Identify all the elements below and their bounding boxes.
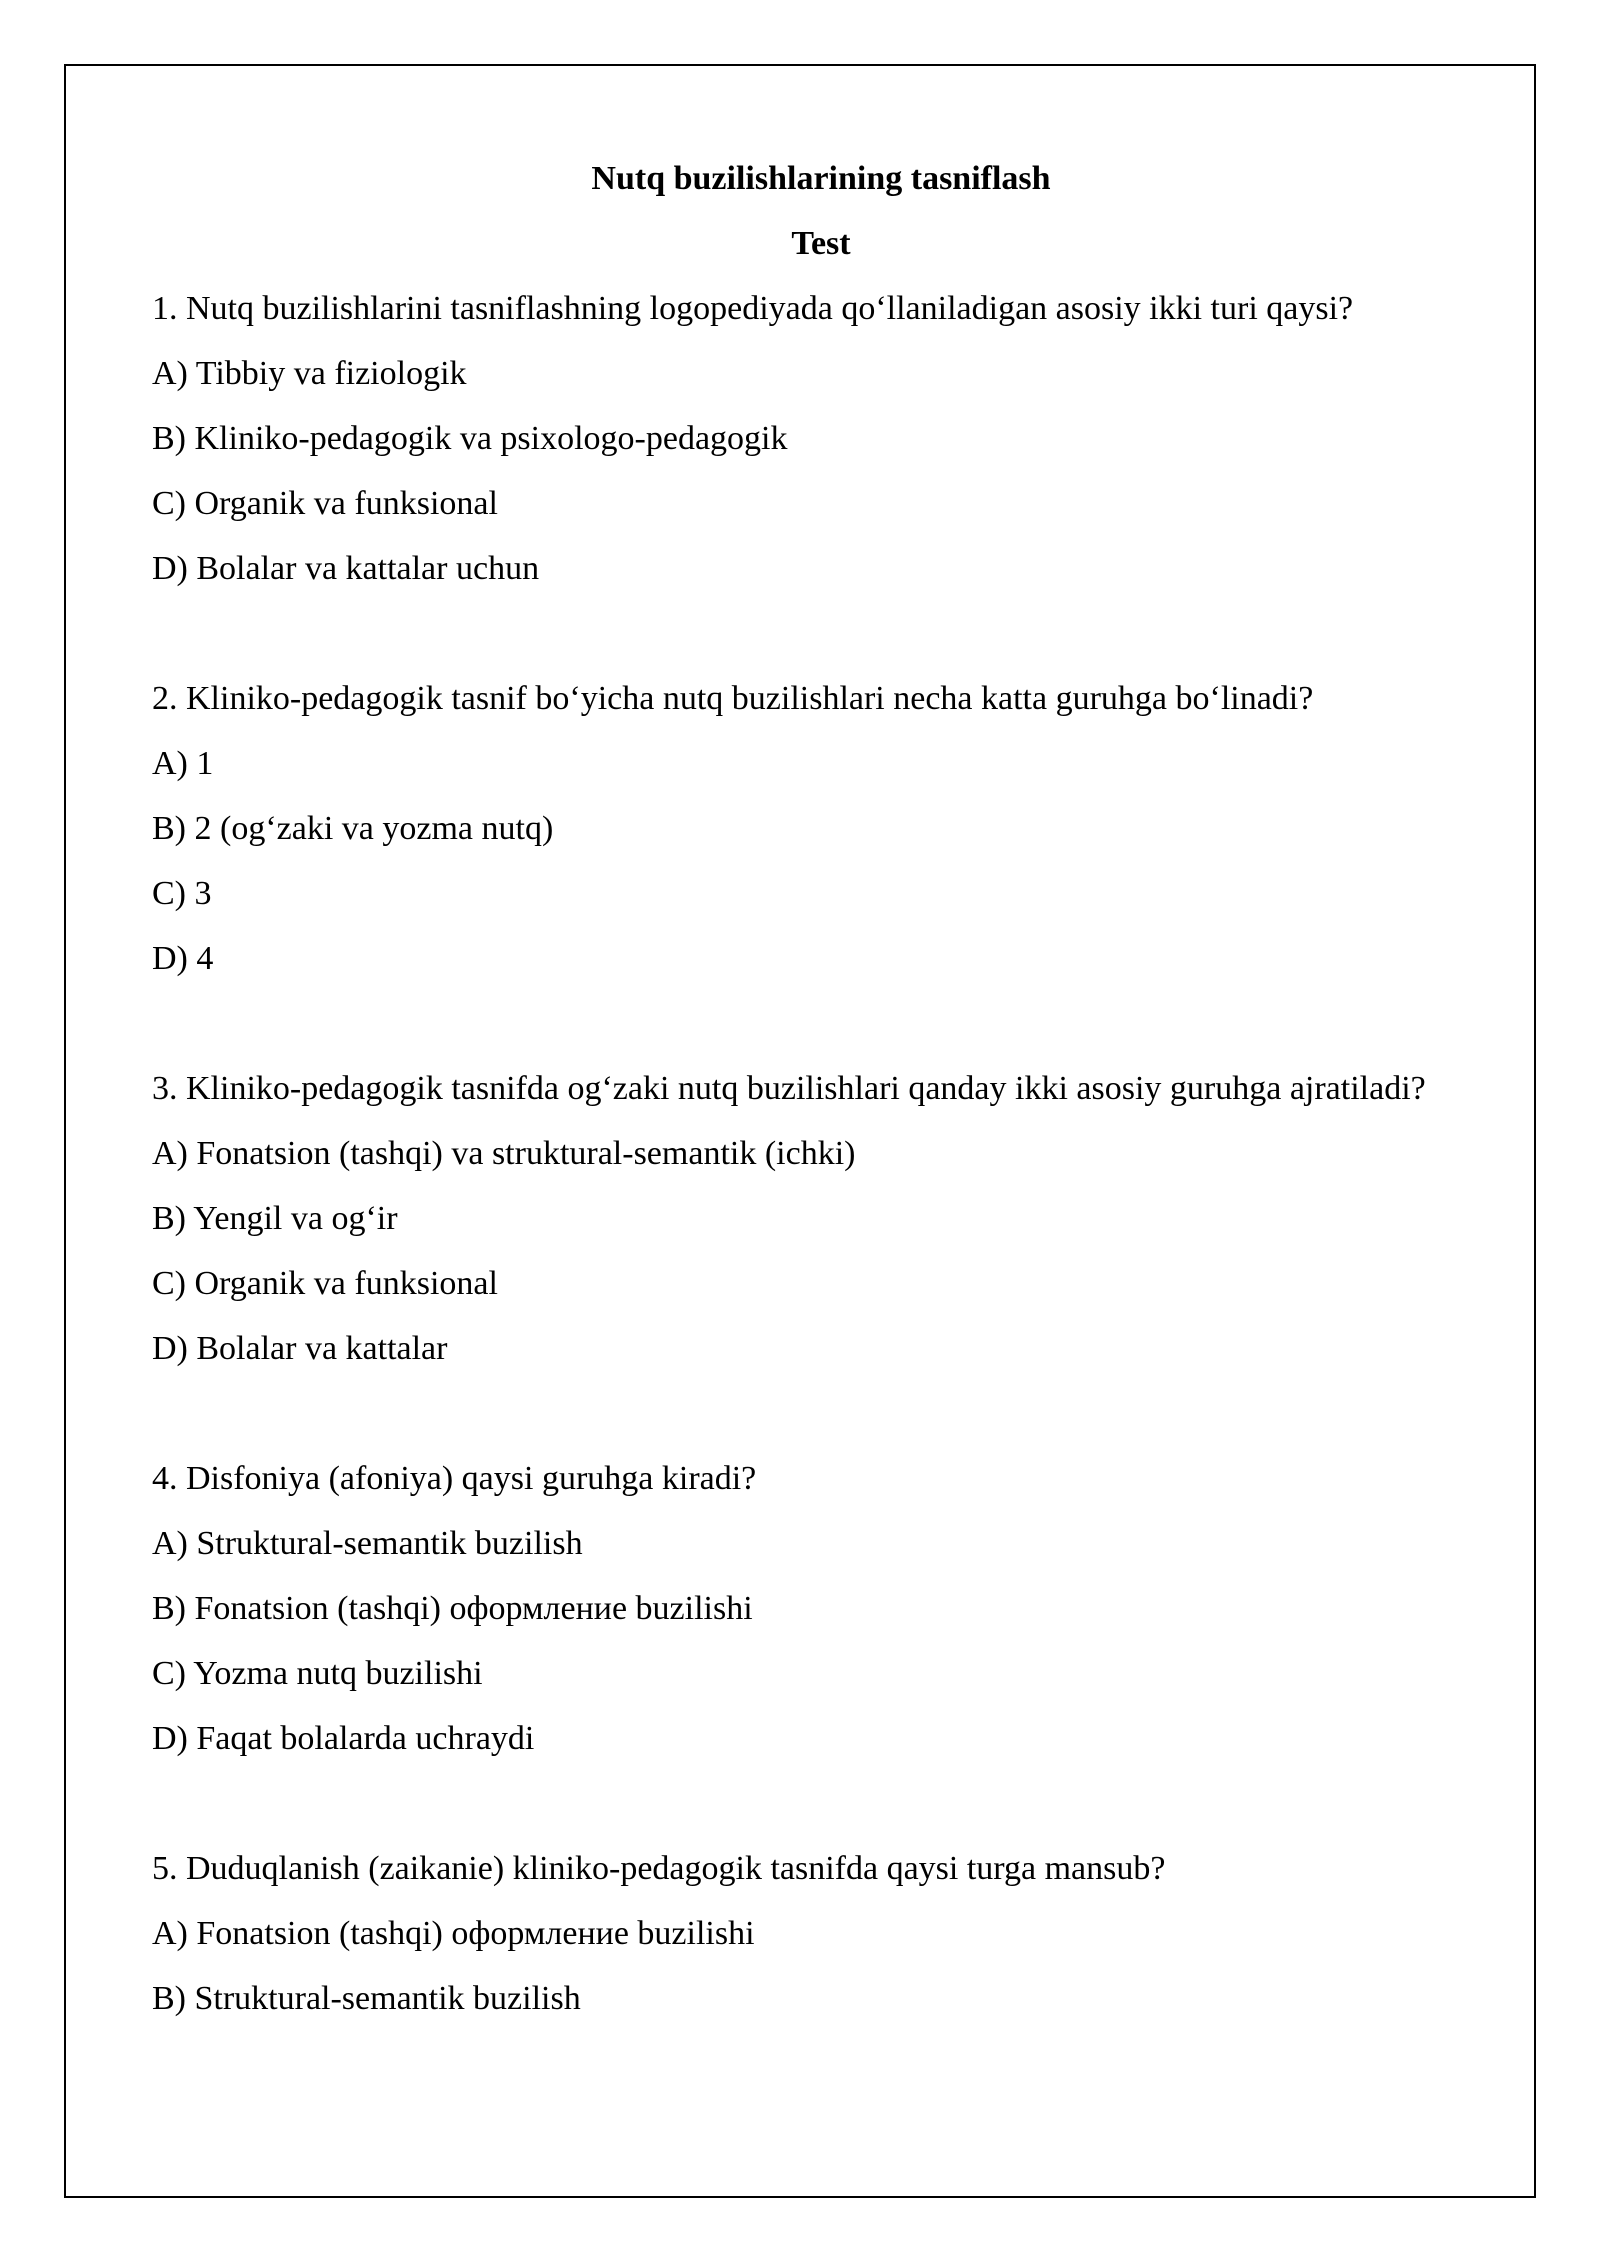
document-title: Nutq buzilishlarining tasniflash: [591, 160, 1051, 197]
answer-option: A) 1: [152, 745, 214, 782]
question-text: 3. Kliniko-pedagogik tasnifda og‘zaki nutq buzilishlari qanday ikki asosiy guruhga ajratiladi?: [152, 1070, 1426, 1107]
answer-option: D) Bolalar va kattalar: [152, 1330, 448, 1367]
answer-option: D) Bolalar va kattalar uchun: [152, 550, 540, 587]
document-subtitle: Test: [791, 225, 851, 262]
question-block-4: [152, 1446, 1512, 1771]
answer-option: B) Kliniko-pedagogik va psixologo-pedagogik: [152, 420, 788, 457]
spacer: [152, 601, 1512, 666]
answer-option: C) Yozma nutq buzilishi: [152, 1655, 483, 1692]
answer-option: C) Organik va funksional: [152, 1265, 498, 1302]
answer-option: B) Yengil va og‘ir: [152, 1200, 398, 1237]
answer-option: A) Fonatsion (tashqi) оформление buzilishi: [152, 1915, 755, 1952]
question-text: 2. Kliniko-pedagogik tasnif bo‘yicha nutq buzilishlari necha katta guruhga bo‘linadi?: [152, 680, 1314, 717]
answer-option: A) Struktural-semantik buzilish: [152, 1525, 583, 1562]
answer-option: A) Tibbiy va fiziologik: [152, 355, 467, 392]
spacer: [152, 991, 1512, 1056]
question-block-3: [152, 1056, 1512, 1381]
answer-option: B) Struktural-semantik buzilish: [152, 1980, 581, 2017]
question-block-2: [152, 666, 1512, 991]
question-block-5: [152, 1836, 1512, 2031]
document-content: [152, 146, 1512, 2031]
spacer: [152, 1381, 1512, 1446]
answer-option: C) Organik va funksional: [152, 485, 498, 522]
answer-option: B) 2 (og‘zaki va yozma nutq): [152, 810, 554, 847]
answer-option: B) Fonatsion (tashqi) оформление buzilishi: [152, 1590, 753, 1627]
answer-option: A) Fonatsion (tashqi) va struktural-semantik (ichki): [152, 1135, 856, 1172]
question-text: 4. Disfoniya (afoniya) qaysi guruhga kiradi?: [152, 1460, 757, 1497]
answer-option: D) 4: [152, 940, 214, 977]
spacer: [152, 1771, 1512, 1836]
answer-option: D) Faqat bolalarda uchraydi: [152, 1720, 535, 1757]
question-block-1: [152, 276, 1512, 601]
question-text: 5. Duduqlanish (zaikanie) kliniko-pedagogik tasnifda qaysi turga mansub?: [152, 1850, 1166, 1887]
question-text: 1. Nutq buzilishlarini tasniflashning logopediyada qo‘llaniladigan asosiy ikki turi qaysi?: [152, 290, 1354, 327]
answer-option: C) 3: [152, 875, 212, 912]
